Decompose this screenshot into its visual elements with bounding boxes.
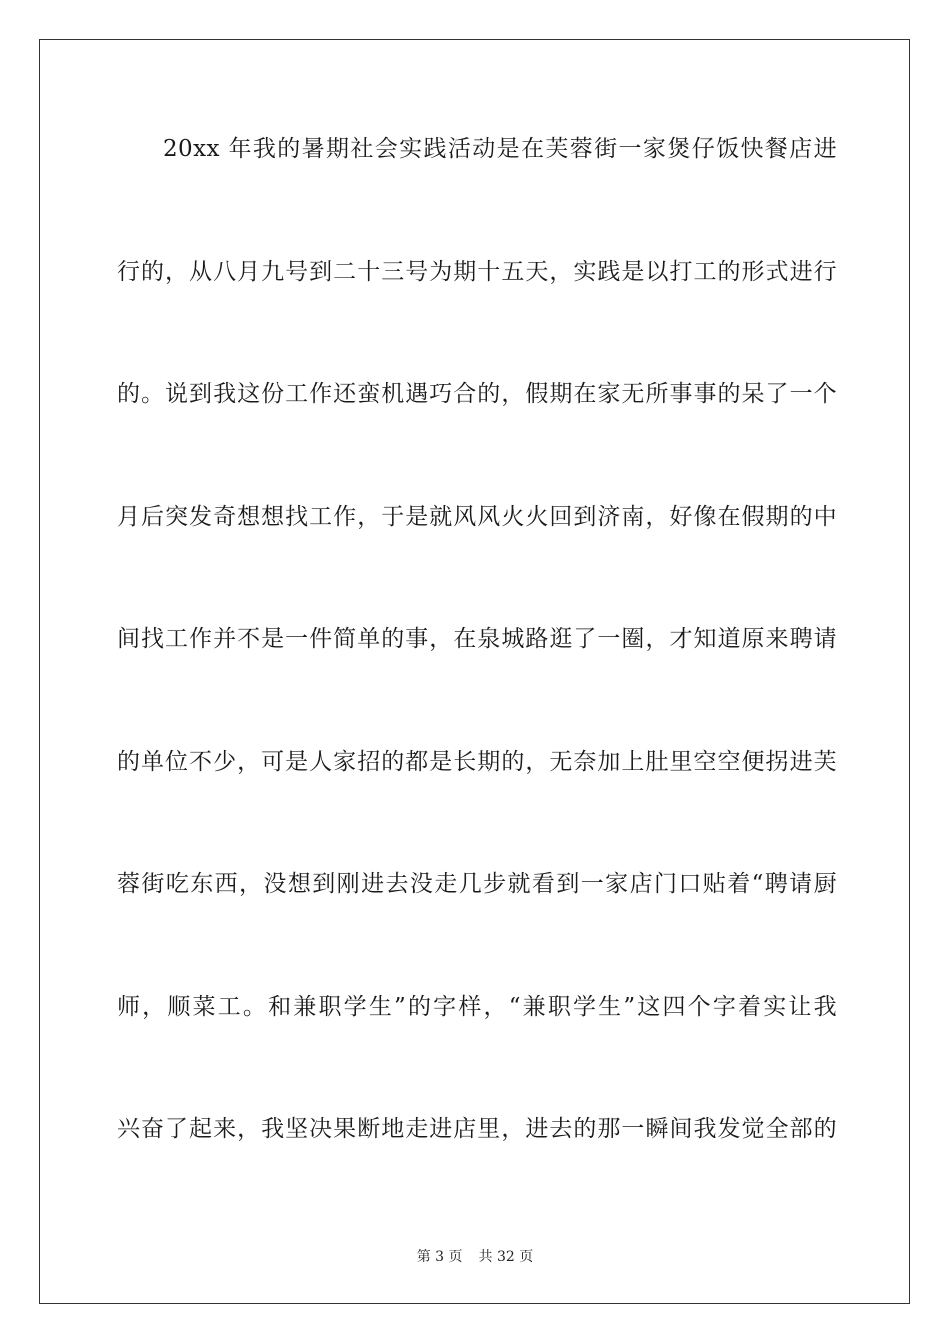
text-line: 的。说到我这份工作还蛮机遇巧合的，假期在家无所事事的呆了一个	[117, 381, 837, 407]
text-line: 20xx 年我的暑期社会实践活动是在芙蓉街一家煲仔饭快餐店进	[163, 136, 837, 162]
text-line: 间找工作并不是一件简单的事，在泉城路逛了一圈，才知道原来聘请	[117, 626, 837, 652]
text-line: 月后突发奇想想找工作，于是就风风火火回到济南，好像在假期的中	[117, 503, 837, 530]
page-footer	[0, 1247, 950, 1267]
text-line: 师，顺菜工。和兼职学生”的字样，“兼职学生”这四个字着实让我	[117, 993, 837, 1020]
text-line: 行的，从八月九号到二十三号为期十五天，实践是以打工的形式进行	[117, 258, 837, 285]
text-line: 蓉街吃东西，没想到刚进去没走几步就看到一家店门口贴着“聘请厨	[117, 871, 837, 897]
body-paragraph	[117, 126, 837, 1229]
page-number: 第 3 页	[416, 1249, 463, 1265]
page-total: 共 32 页	[478, 1249, 534, 1265]
text-line: 兴奋了起来，我坚决果断地走进店里，进去的那一瞬间我发觉全部的	[117, 1116, 837, 1142]
text-line: 的单位不少，可是人家招的都是长期的，无奈加上肚里空空便拐进芙	[117, 748, 837, 775]
